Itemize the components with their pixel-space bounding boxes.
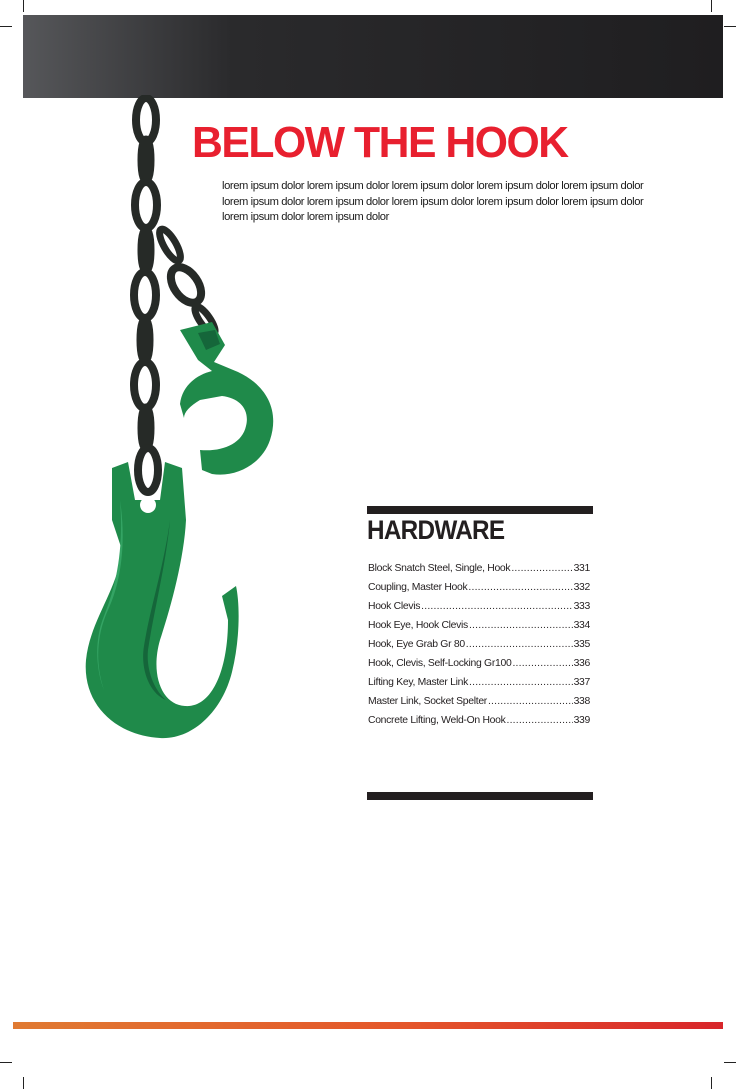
- toc-item-label: Hook Eye, Hook Clevis: [368, 620, 468, 631]
- toc-item-coupling[interactable]: [368, 582, 590, 601]
- toc-bottom-rule: [367, 792, 593, 800]
- leader-dots: [469, 620, 573, 631]
- toc-item-label: Hook, Eye Grab Gr 80: [368, 639, 465, 650]
- crop-mark: [711, 0, 712, 12]
- toc-item-label: Coupling, Master Hook: [368, 582, 468, 593]
- crop-mark: [711, 1077, 712, 1089]
- crop-mark: [724, 26, 736, 27]
- toc-item-concrete-lifting[interactable]: [368, 715, 590, 734]
- page-title: BELOW THE HOOK: [192, 118, 568, 167]
- toc-item-hook-clevis[interactable]: [368, 601, 590, 620]
- grab-hook-icon: [180, 322, 273, 475]
- leader-dots: [511, 563, 572, 574]
- leader-dots: [469, 677, 573, 688]
- toc-item-page: 335: [573, 639, 590, 650]
- toc-item-block-snatch[interactable]: [368, 563, 590, 582]
- section-title: HARDWARE: [367, 515, 505, 545]
- leader-dots: [466, 639, 573, 650]
- toc-item-self-locking[interactable]: [368, 658, 590, 677]
- leader-dots: [488, 696, 573, 707]
- toc-top-rule: [367, 506, 593, 514]
- toc-item-page: 331: [573, 563, 590, 574]
- toc-item-page: 337: [573, 677, 590, 688]
- toc-item-master-link[interactable]: [368, 696, 590, 715]
- toc-item-page: 338: [573, 696, 590, 707]
- crop-mark: [0, 26, 12, 27]
- leader-dots: [512, 658, 572, 669]
- toc-item-label: Hook, Clevis, Self-Locking Gr100: [368, 658, 512, 669]
- crop-mark: [23, 0, 24, 12]
- toc-item-page: 336: [573, 658, 590, 669]
- hook-icon: [86, 462, 239, 738]
- toc-item-label: Lifting Key, Master Link: [368, 677, 469, 688]
- toc-item-label: Block Snatch Steel, Single, Hook: [368, 563, 511, 574]
- toc-item-label: Master Link, Socket Spelter: [368, 696, 487, 707]
- header-bar: [23, 15, 723, 98]
- toc-item-page: 339: [573, 715, 590, 726]
- toc-item-hook-eye[interactable]: [368, 620, 590, 639]
- toc-item-page: 333: [573, 601, 590, 612]
- crop-mark: [23, 1077, 24, 1089]
- toc-item-eye-grab[interactable]: [368, 639, 590, 658]
- toc-item-page: 332: [573, 582, 590, 593]
- leader-dots: [468, 582, 572, 593]
- toc-item-label: Concrete Lifting, Weld-On Hook: [368, 715, 506, 726]
- footer-accent-bar: [13, 1022, 723, 1029]
- toc-item-label: Hook Clevis: [368, 601, 421, 612]
- toc-item-lifting-key[interactable]: [368, 677, 590, 696]
- crop-mark: [724, 1062, 736, 1063]
- toc-list: [368, 563, 590, 734]
- intro-text: lorem ipsum dolor lorem ipsum dolor lorem ipsum dolor lorem ipsum dolor lorem ipsum dolor lorem ipsum dolor lorem ipsum dolor lorem ipsum dolor lorem ipsum dolor lorem ipsum dolor lorem ipsum dolor lorem ipsum dolor: [222, 180, 644, 223]
- leader-dots: [507, 715, 573, 726]
- crop-mark: [0, 1062, 12, 1063]
- toc-item-page: 334: [573, 620, 590, 631]
- leader-dots: [421, 601, 572, 612]
